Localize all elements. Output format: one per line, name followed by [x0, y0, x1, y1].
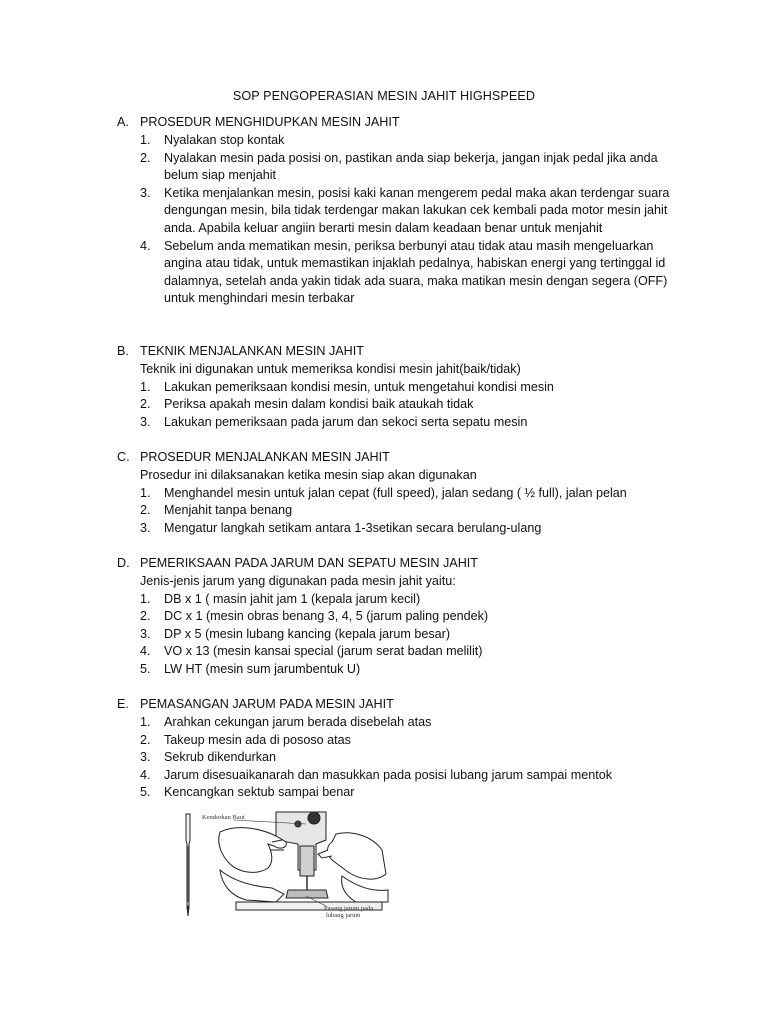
- list-item: [140, 485, 675, 503]
- numbered-list: [0, 485, 768, 538]
- list-item: [140, 626, 675, 644]
- item-number: 4.: [140, 644, 151, 659]
- list-item: [140, 414, 675, 432]
- section-a: [0, 114, 768, 308]
- section-title: TEKNIK MENJALANKAN MESIN JAHIT: [140, 344, 364, 358]
- section-letter: E.: [117, 697, 129, 711]
- numbered-list: [0, 714, 768, 802]
- list-item: [140, 732, 675, 750]
- item-text: LW HT (mesin sum jarumbentuk U): [164, 661, 361, 676]
- numbered-list: [0, 132, 768, 308]
- item-number: 1.: [140, 379, 151, 394]
- item-text: DC x 1 (mesin obras benang 3, 4, 5 (jarum paling pendek): [164, 609, 489, 624]
- item-text: DB x 1 ( masin jahit jam 1 (kepala jarum kecil): [164, 591, 421, 606]
- section-b: [0, 343, 768, 431]
- section-heading: [0, 555, 768, 573]
- section-title: PEMERIKSAAN PADA JARUM DAN SEPATU MESIN JAHIT: [140, 556, 478, 570]
- section-title: PROSEDUR MENJALANKAN MESIN JAHIT: [140, 450, 390, 464]
- section-letter: D.: [117, 556, 130, 570]
- label-kendorkan-baut: Kendorkan Baut: [202, 814, 245, 821]
- illustration-svg: [176, 810, 392, 922]
- list-item: [140, 502, 675, 520]
- item-number: 2.: [140, 397, 151, 412]
- item-number: 3.: [140, 626, 151, 641]
- item-text: Nyalakan mesin pada posisi on, pastikan anda siap bekerja, jangan injak pedal jika anda belum siap menjahit: [164, 150, 658, 183]
- section-title: PROSEDUR MENGHIDUPKAN MESIN JAHIT: [140, 115, 400, 129]
- label-pasang-jarum-1: Pasang jarum pada: [324, 905, 374, 912]
- item-number: 5.: [140, 785, 151, 800]
- list-item: [140, 714, 675, 732]
- label-pasang-jarum-2: lubang jarum: [326, 912, 361, 919]
- item-text: Menjahit tanpa benang: [164, 503, 293, 518]
- list-item: [140, 608, 675, 626]
- item-number: 2.: [140, 150, 151, 165]
- list-item: [140, 150, 675, 185]
- item-number: 3.: [140, 750, 151, 765]
- list-item: [140, 520, 675, 538]
- list-item: [140, 396, 675, 414]
- list-item: [140, 132, 675, 150]
- list-item: [140, 238, 675, 308]
- item-number: 2.: [140, 732, 151, 747]
- item-text: Lakukan pemeriksaan kondisi mesin, untuk mengetahui kondisi mesin: [164, 379, 554, 394]
- list-item: [140, 379, 675, 397]
- item-text: Ketika menjalankan mesin, posisi kaki kanan mengerem pedal maka akan terdengar suara dengungan mesin, bila tidak terdengar makan lakukan cek kembali pada motor mesin jahit anda. Apabila keluar angiin berarti mesin dalam keadaan benar untuk menjahit: [164, 185, 670, 235]
- item-number: 5.: [140, 661, 151, 676]
- numbered-list: [0, 591, 768, 679]
- section-heading: [0, 449, 768, 467]
- item-text: Sekrub dikendurkan: [164, 750, 277, 765]
- item-number: 4.: [140, 767, 151, 782]
- item-text: Mengatur langkah setikam antara 1-3setikan secara berulang-ulang: [164, 520, 542, 535]
- item-text: Lakukan pemeriksaan pada jarum dan sekoci serta sepatu mesin: [164, 414, 528, 429]
- item-text: Kencangkan sektub sampai benar: [164, 785, 355, 800]
- section-letter: A.: [117, 115, 129, 129]
- list-item: [140, 767, 675, 785]
- item-text: DP x 5 (mesin lubang kancing (kepala jarum besar): [164, 626, 451, 641]
- section-letter: B.: [117, 344, 129, 358]
- item-text: Sebelum anda mematikan mesin, periksa berbunyi atau tidak atau masih mengeluarkan angina atau tidak, untuk memastikan injaklah pedalnya, habiskan energi yang tertinggal id dalamnya, setelah anda yakin tidak ada suara, maka matikan mesin dengan segera (OFF) untuk menghindari mesin terbakar: [164, 238, 668, 306]
- list-item: [140, 643, 675, 661]
- document-title: SOP PENGOPERASIAN MESIN JAHIT HIGHSPEED: [232, 89, 536, 103]
- item-text: Jarum disesuaikanarah dan masukkan pada posisi lubang jarum sampai mentok: [164, 767, 613, 782]
- list-item: [140, 784, 675, 802]
- list-item: [140, 749, 675, 767]
- item-number: 3.: [140, 520, 151, 535]
- item-text: Takeup mesin ada di pososo atas: [164, 732, 351, 747]
- item-text: Menghandel mesin untuk jalan cepat (full speed), jalan sedang ( ½ full), jalan pelan: [164, 485, 627, 500]
- item-number: 3.: [140, 185, 151, 200]
- section-title: PEMASANGAN JARUM PADA MESIN JAHIT: [140, 697, 394, 711]
- item-number: 1.: [140, 715, 151, 729]
- section-e: [0, 696, 768, 802]
- section-c: [0, 449, 768, 537]
- list-item: [140, 661, 675, 679]
- item-number: 3.: [140, 414, 151, 429]
- section-intro: Prosedur ini dilaksanakan ketika mesin siap akan digunakan: [140, 468, 477, 482]
- numbered-list: [0, 379, 768, 432]
- item-number: 4.: [140, 238, 151, 253]
- section-intro: Teknik ini digunakan untuk memeriksa kondisi mesin jahit(baik/tidak): [140, 362, 521, 376]
- section-intro: Jenis-jenis jarum yang digunakan pada mesin jahit yaitu:: [140, 574, 456, 588]
- item-number: 1.: [140, 485, 151, 500]
- section-d: [0, 555, 768, 679]
- needle-installation-illustration: [176, 810, 392, 922]
- needle-drawing: [186, 814, 190, 916]
- item-number: 1.: [140, 133, 151, 147]
- section-letter: C.: [117, 450, 130, 464]
- section-heading: [0, 343, 768, 361]
- section-heading: [0, 114, 768, 132]
- section-heading: [0, 696, 768, 714]
- list-item: [140, 185, 675, 238]
- item-text: Periksa apakah mesin dalam kondisi baik ataukah tidak: [164, 397, 474, 412]
- item-text: Nyalakan stop kontak: [164, 133, 285, 147]
- item-text: VO x 13 (mesin kansai special (jarum serat badan melilit): [164, 644, 483, 659]
- list-item: [140, 591, 675, 609]
- item-number: 2.: [140, 609, 151, 624]
- item-text: Arahkan cekungan jarum berada disebelah atas: [164, 715, 432, 729]
- item-number: 1.: [140, 591, 151, 606]
- item-number: 2.: [140, 503, 151, 518]
